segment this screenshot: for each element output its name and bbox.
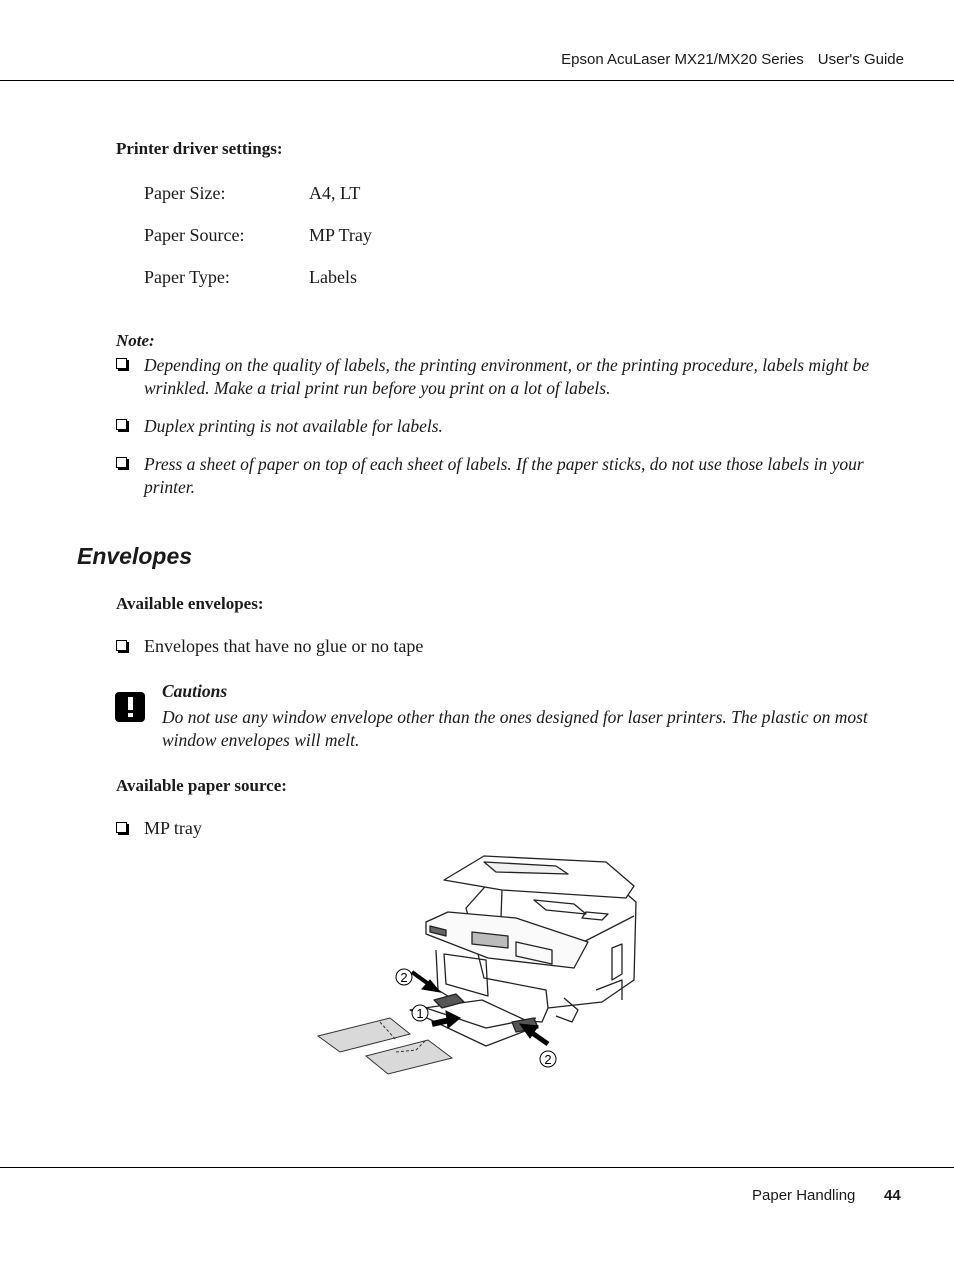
note-item — [116, 453, 886, 499]
setting-row-paper-size — [144, 183, 361, 204]
printer-driver-heading: Printer driver settings: — [116, 139, 283, 158]
list-item-text: MP tray — [144, 818, 202, 838]
checkbox-bullet-icon — [116, 419, 127, 430]
callout-number: 1 — [416, 1006, 424, 1021]
available-envelopes-heading: Available envelopes: — [116, 594, 264, 613]
note-item — [116, 354, 886, 400]
mp-tray-illustration — [410, 994, 538, 1046]
printer-envelope-illustration — [316, 850, 646, 1080]
available-paper-source-heading: Available paper source: — [116, 776, 287, 795]
setting-label: Paper Source: — [144, 225, 245, 245]
note-label: Note: — [116, 331, 155, 350]
callout-marker — [396, 969, 412, 985]
setting-value: MP Tray — [309, 225, 372, 245]
section-title: Envelopes — [77, 543, 193, 569]
envelope-illustration — [318, 1018, 452, 1074]
arrow-icon — [520, 1024, 548, 1044]
caution-icon — [115, 692, 145, 722]
note-item-text: Duplex printing is not available for labels. — [144, 416, 443, 436]
checkbox-bullet-icon — [116, 457, 127, 468]
checkbox-bullet-icon — [116, 640, 127, 651]
caution-title: Cautions — [162, 681, 228, 701]
setting-row-paper-type — [144, 267, 357, 288]
checkbox-bullet-icon — [116, 822, 127, 833]
callout-number: 2 — [544, 1052, 552, 1067]
header-product: Epson AcuLaser MX21/MX20 Series — [561, 51, 804, 68]
page-number: 44 — [884, 1187, 901, 1204]
setting-label: Paper Size: — [144, 183, 226, 203]
setting-value: Labels — [309, 267, 357, 287]
footer-section-name: Paper Handling — [752, 1187, 856, 1204]
callout-marker — [412, 1005, 428, 1021]
list-item — [116, 636, 423, 657]
arrow-icon — [412, 972, 440, 992]
note-item-text: Depending on the quality of labels, the printing environment, or the printing procedure, labels might be wrinkled. Make a trial print run before you print on a lot of labels. — [144, 355, 870, 398]
callout-marker — [540, 1051, 556, 1067]
list-item-text: Envelopes that have no glue or no tape — [144, 636, 424, 656]
setting-row-paper-source — [144, 225, 372, 246]
callout-number: 2 — [400, 970, 408, 985]
footer-rule — [0, 1167, 954, 1168]
header-guide: User's Guide — [817, 51, 904, 68]
running-header — [561, 51, 904, 68]
checkbox-bullet-icon — [116, 358, 127, 369]
list-item — [116, 818, 202, 839]
note-item-text: Press a sheet of paper on top of each sheet of labels. If the paper sticks, do not use those labels in your printer. — [144, 454, 864, 497]
setting-value: A4, LT — [309, 183, 361, 203]
note-item — [116, 415, 886, 438]
header-rule — [0, 80, 954, 81]
setting-label: Paper Type: — [144, 267, 230, 287]
caution-text: Do not use any window envelope other than the ones designed for laser printers. The plastic on most window envelopes will melt. — [162, 707, 868, 750]
